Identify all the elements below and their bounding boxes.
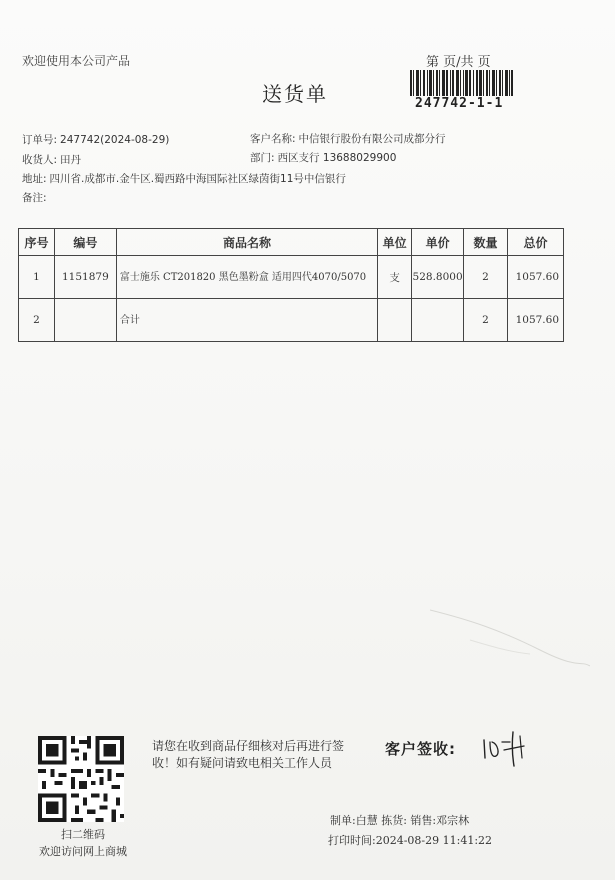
- customer-row: [250, 131, 446, 146]
- header-name: 商品名称: [116, 229, 377, 256]
- row-name: 富士施乐 CT201820 黑色墨粉盒 适用四代4070/5070: [116, 256, 377, 299]
- row-code: 1151879: [54, 256, 116, 299]
- row-qty: 2: [464, 256, 508, 299]
- row-total: 1057.60: [507, 256, 563, 299]
- handwritten-signature: [480, 728, 530, 768]
- receiver-row: [22, 152, 81, 167]
- barcode-number: 247742-1-1: [415, 96, 504, 111]
- page-indicator: 第 页/共 页: [426, 55, 491, 70]
- row-total: 1057.60: [507, 299, 563, 342]
- welcome-text: 欢迎使用本公司产品: [22, 54, 131, 68]
- table-row: [19, 299, 564, 342]
- row-qty: 2: [464, 299, 508, 342]
- row-unit: 支: [378, 256, 412, 299]
- row-name: 合计: [116, 299, 377, 342]
- header-price: 单价: [412, 229, 464, 256]
- notice-line-1: 请您在收到商品仔细核对后再进行签: [152, 739, 345, 753]
- department-label: 部门:: [250, 152, 275, 164]
- row-price: [412, 299, 464, 342]
- order-number-value: 247742(2024-08-29): [60, 134, 170, 146]
- paper-crease: [430, 600, 590, 670]
- signature-label: 客户签收:: [385, 740, 456, 758]
- order-number-row: [22, 132, 169, 147]
- receipt-notice: [152, 738, 344, 772]
- address-value: 四川省.成都市.金牛区.蜀西路中海国际社区绿茵街11号中信银行: [49, 173, 346, 185]
- qr-caption-scan: 扫二维码: [61, 828, 105, 841]
- row-seq: 2: [19, 299, 55, 342]
- header-total: 总价: [507, 229, 563, 256]
- address-label: 地址:: [22, 173, 47, 185]
- print-time: 打印时间:2024-08-29 11:41:22: [328, 834, 493, 847]
- department-row: [250, 150, 396, 165]
- table-header-row: [19, 229, 564, 256]
- receiver-label: 收货人:: [22, 154, 58, 166]
- header-code: 编号: [54, 229, 116, 256]
- document-title: 送货单: [262, 82, 328, 106]
- row-seq: 1: [19, 256, 55, 299]
- customer-value: 中信银行股份有限公司成都分行: [298, 133, 446, 145]
- row-code: [54, 299, 116, 342]
- header-seq: 序号: [19, 229, 55, 256]
- table-row: [19, 256, 564, 299]
- staff-line: 制单:白慧 拣货: 销售:邓宗林: [330, 814, 470, 827]
- order-number-label: 订单号:: [22, 134, 58, 146]
- row-price: 528.8000: [412, 256, 464, 299]
- remark-row: [22, 190, 50, 205]
- receiver-value: 田丹: [60, 154, 82, 166]
- barcode: [410, 70, 514, 96]
- row-unit: [378, 299, 412, 342]
- remark-label: 备注:: [22, 192, 47, 204]
- header-unit: 单位: [378, 229, 412, 256]
- items-table: [18, 228, 564, 342]
- address-row: [22, 171, 346, 186]
- header-qty: 数量: [464, 229, 508, 256]
- customer-label: 客户名称:: [250, 133, 296, 145]
- qr-code: [38, 736, 124, 822]
- notice-line-2: 收！如有疑问请致电相关工作人员: [152, 756, 333, 770]
- qr-caption-mall: 欢迎访问网上商城: [39, 845, 127, 858]
- department-value: 西区支行 13688029900: [277, 152, 397, 164]
